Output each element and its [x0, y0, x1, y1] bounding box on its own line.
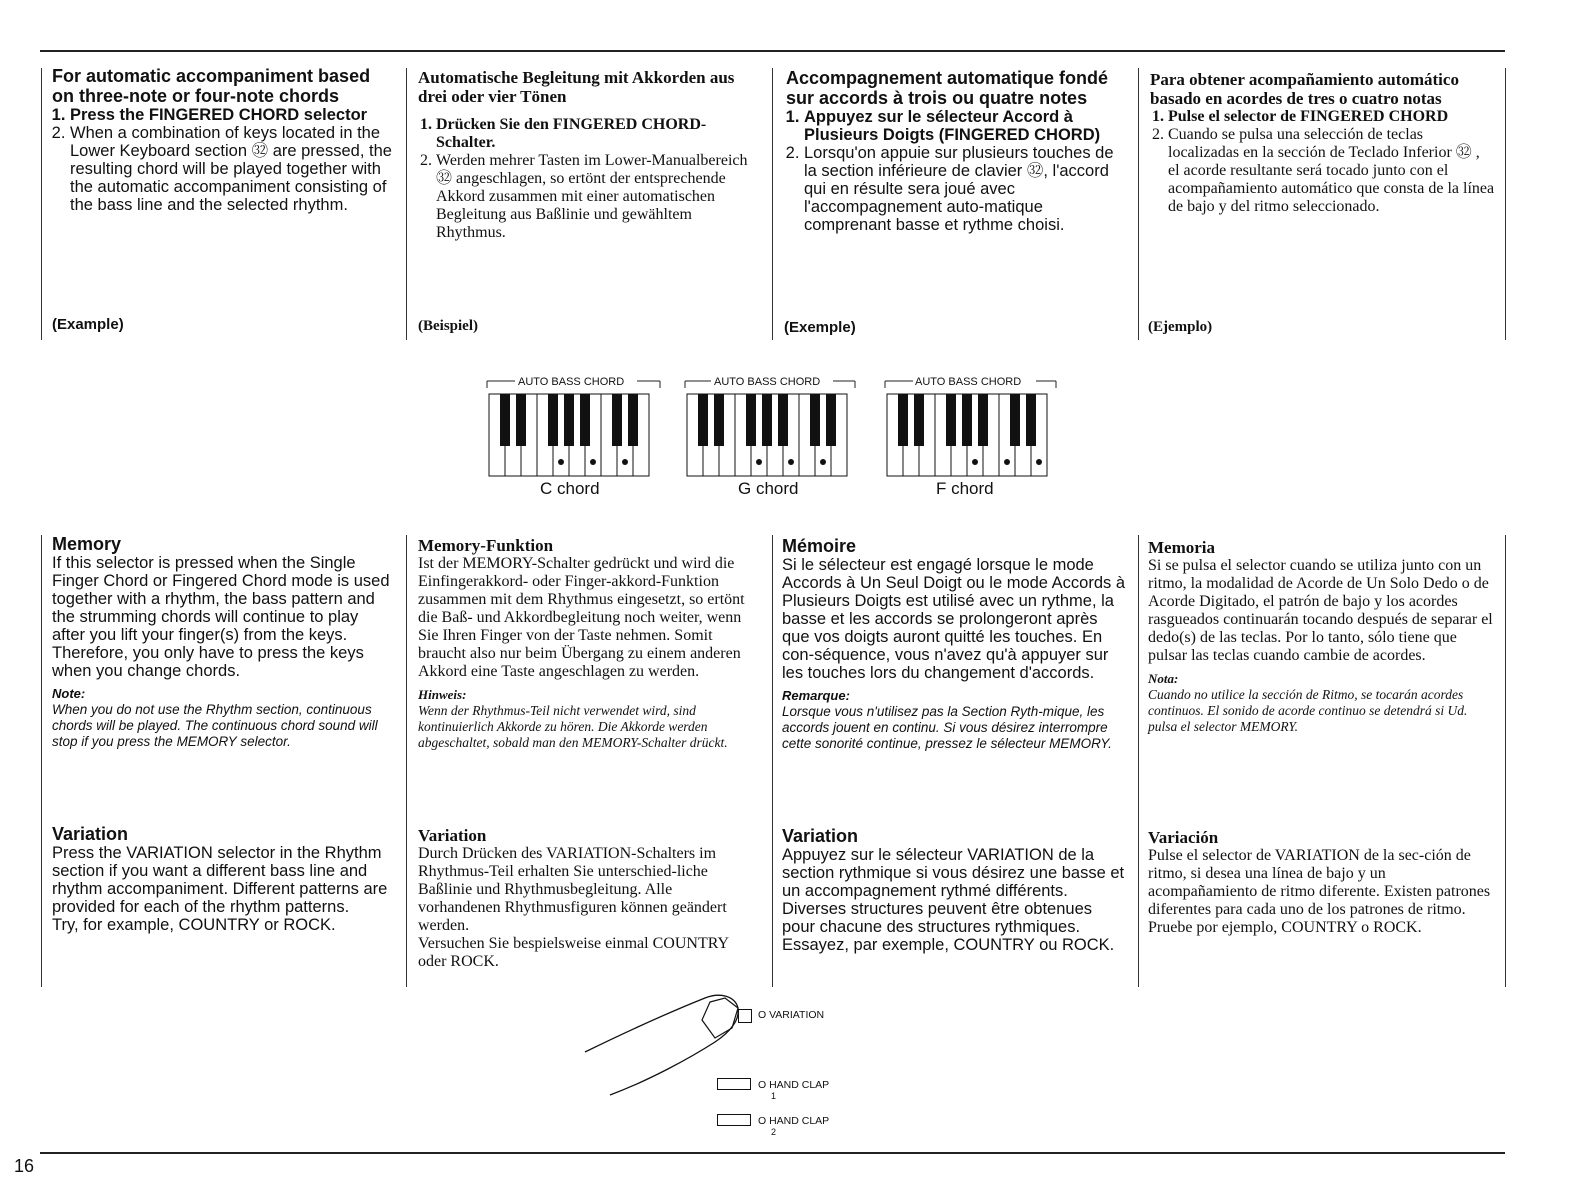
- spanish-memory-body: Si se pulsa el selector cuando se utiliza junto con un ritmo, la modalidad de Acorde de Un Solo Dedo o de Acorde Digitado, el patrón de bajo y los acordes rasgueados continuarán tocando después de separar el dedo(s) de las teclas. Por lo tanto, sólo tiene que pulsar las teclas cuando cambie de acordes.: [1148, 557, 1493, 664]
- hand-clap-2-number: 2: [771, 1127, 777, 1137]
- english-accompaniment-section: [52, 66, 392, 214]
- keyboard-3: [883, 370, 1068, 480]
- english-variation-section: [52, 824, 392, 934]
- spanish-example-label: (Ejemplo): [1148, 319, 1213, 335]
- hand-clap-1-label: O HAND CLAP: [758, 1079, 830, 1091]
- french-note-body: Lorsque vous n'utilisez pas la Section Ryth-mique, les accords jouent en continu. Si vous désirez interrompre cette sonorité continue, pressez le sélecteur MEMORY.: [782, 704, 1112, 751]
- keyboard-2-label: AUTO BASS CHORD: [714, 376, 821, 388]
- german-accompaniment-section: [418, 68, 758, 242]
- french-note-label: Remarque:: [782, 688, 850, 703]
- spanish-variation-body: Pulse el selector de VARIATION de la sec-ción de ritmo, si desea una línea de bajo y un acompañamiento de ritmo diferente. Existen patrones diferentes para cada uno de los patrones de ritmo.: [1148, 847, 1491, 918]
- top-rule: [40, 50, 1505, 52]
- spanish-step-2: 2. Cuando se pulsa una selección de teclas localizadas en la sección de Teclado Inferior ㉜ , el acorde resultante será tocado junto con el acompañamiento automático que consta de la línea de bajo y del ritmo seleccionado.: [1168, 126, 1495, 216]
- black-key: [628, 394, 638, 446]
- spanish-accompaniment-section: [1150, 70, 1495, 216]
- black-key: [500, 394, 510, 446]
- column-divider: [406, 68, 407, 340]
- german-steps: [418, 116, 758, 242]
- spanish-note-label: Nota:: [1148, 671, 1179, 686]
- german-step-2: 2. Werden mehrer Tasten im Lower-Manualbereich ㉜ angeschlagen, so ertönt der entsprechende Akkord zusammen mit einer automatischen Begleitung aus Baßlinie und gewähltem Rhythmus.: [436, 152, 758, 242]
- black-key: [714, 394, 724, 446]
- french-example-label: (Exemple): [784, 319, 856, 336]
- column-divider: [772, 535, 773, 987]
- english-step-2: 2. When a combination of keys located in the Lower Keyboard section ㉜ are pressed, the resulting chord will be played together with the automatic accompaniment consisting of the bass line and the selected rhythm.: [70, 124, 392, 214]
- keyboard-1: [485, 370, 670, 480]
- english-step-1: 1. Press the FINGERED CHORD selector: [70, 106, 392, 124]
- black-key: [564, 394, 574, 446]
- german-accompaniment-title: Automatische Begleitung mit Akkorden aus drei oder vier Tönen: [418, 68, 735, 106]
- german-memory-body: Ist der MEMORY-Schalter gedrückt und wird die Einfingerakkord- oder Finger-akkord-Funktion zusammen mit dem Rhythmus eingesetzt, so ertönt die Baß- und Akkordbegleitung noch weiter, wenn Sie Ihren Finger von der Taste nehmen. Somit braucht also nur beim Übergang zu einem anderen Akkord eine Taste angeschlagen zu werden.: [418, 555, 745, 680]
- column-divider: [1505, 535, 1506, 987]
- spanish-note-body: Cuando no utilice la sección de Ritmo, se tocarán acordes continuos. El sonido de acorde continuo se detendrá si Ud. pulsa el selector MEMORY.: [1148, 687, 1468, 734]
- german-note-body: Wenn der Rhythmus-Teil nicht verwendet wird, sind kontinuierlich Akkorde zu hören. Die Akkorde werden abgeschaltet, sobald man den MEMORY-Schalter drückt.: [418, 703, 728, 750]
- french-memory-body: Si le sélecteur est engagé lorsque le mode Accords à Un Seul Doigt ou le mode Accords à Plusieurs Doigts est utilisé avec un rythme, la basse et les accords se prolongeront après que vos doigts auront quitté les touches. En con-séquence, vous n'avez qu'à appuyer sur les touches lors du changement d'accords.: [782, 556, 1126, 682]
- variation-button[interactable]: [738, 1009, 752, 1023]
- english-memory-title: Memory: [52, 534, 122, 554]
- black-key: [946, 394, 956, 446]
- chord-note-dot: [820, 459, 826, 465]
- hand-clap-1-button[interactable]: [717, 1078, 751, 1090]
- german-note-label: Hinweis:: [418, 687, 467, 702]
- english-memory-body: If this selector is pressed when the Single Finger Chord or Fingered Chord mode is used together with a rhythm, the bass pattern and the strumming chords will continue to play after you lift your finger(s) from the keys. Therefore, you only have to press the keys when you change chords.: [52, 554, 390, 680]
- french-memory-section: [782, 536, 1127, 752]
- french-accompaniment-title: Accompagnement automatique fondé sur accords à trois ou quatre notes: [786, 68, 1109, 108]
- chord-note-dot: [788, 459, 794, 465]
- column-divider: [41, 535, 42, 987]
- english-note-label: Note:: [52, 686, 86, 701]
- black-key: [978, 394, 988, 446]
- french-accompaniment-section: [786, 68, 1126, 234]
- black-key: [810, 394, 820, 446]
- english-example-label: (Example): [52, 316, 124, 333]
- spanish-variation-title: Variación: [1148, 828, 1219, 847]
- black-key: [746, 394, 756, 446]
- chord-note-dot: [1036, 459, 1042, 465]
- column-divider: [41, 68, 42, 340]
- spanish-accompaniment-title: Para obtener acompañamiento automático basado en acordes de tres o cuatro notas: [1150, 70, 1459, 108]
- german-memory-section: [418, 536, 758, 751]
- german-step-1: 1. Drücken Sie den FINGERED CHORD-Schalter.: [436, 116, 758, 152]
- column-divider: [1138, 535, 1139, 987]
- spanish-variation-try: Pruebe por ejemplo, COUNTRY o ROCK.: [1148, 919, 1422, 936]
- french-variation-body: Appuyez sur le sélecteur VARIATION de la section rythmique si vous désirez une basse et un accompagnement rythmé différents. Diverses structures peuvent être obtenues pour chacune des structures rythmiques.: [782, 846, 1125, 936]
- black-key: [1010, 394, 1020, 446]
- english-variation-title: Variation: [52, 824, 129, 844]
- black-key: [516, 394, 526, 446]
- english-variation-body: Press the VARIATION selector in the Rhythm section if you want a different bass line and rhythm accompaniment. Different patterns are provided for each of the rhythm patterns.: [52, 844, 388, 916]
- chord-note-dot: [558, 459, 564, 465]
- column-divider: [772, 68, 773, 340]
- french-step-1: 1. Appuyez sur le sélecteur Accord à Plusieurs Doigts (FINGERED CHORD): [804, 108, 1126, 144]
- german-memory-title: Memory-Funktion: [418, 536, 554, 555]
- keyboard-2: [683, 370, 868, 480]
- french-variation-section: [782, 826, 1127, 954]
- black-key: [580, 394, 590, 446]
- black-key: [612, 394, 622, 446]
- black-key: [762, 394, 772, 446]
- english-note-body: When you do not use the Rhythm section, continuous chords will be played. The continuous chord sound will stop if you press the MEMORY selector.: [52, 702, 378, 749]
- spanish-memory-section: [1148, 538, 1493, 735]
- german-variation-title: Variation: [418, 826, 487, 845]
- hand-clap-2-label: O HAND CLAP: [758, 1115, 830, 1127]
- black-key: [826, 394, 836, 446]
- french-step-2: 2. Lorsqu'on appuie sur plusieurs touches de la section inférieure de clavier ㉜, l'accord qui en résulte sera joué avec l'accompagnement auto-matique comprenant basse et rythme choisi.: [804, 144, 1126, 234]
- keyboard-3-label: AUTO BASS CHORD: [915, 376, 1022, 388]
- french-variation-try: Essayez, par exemple, COUNTRY ou ROCK.: [782, 936, 1115, 954]
- spanish-variation-section: [1148, 828, 1493, 937]
- black-key: [778, 394, 788, 446]
- black-key: [548, 394, 558, 446]
- column-divider: [1505, 68, 1506, 340]
- german-example-label: (Beispiel): [418, 318, 478, 334]
- keyboard-2-chord: G chord: [738, 479, 799, 498]
- english-memory-section: [52, 534, 392, 750]
- bottom-rule: [40, 1152, 1505, 1154]
- black-key: [962, 394, 972, 446]
- hand-clap-1-number: 1: [771, 1091, 777, 1101]
- keyboard-1-label: AUTO BASS CHORD: [518, 376, 625, 388]
- french-variation-title: Variation: [782, 826, 859, 846]
- spanish-memory-title: Memoria: [1148, 538, 1216, 557]
- spanish-step-1: 1. Pulse el selector de FINGERED CHORD: [1168, 108, 1495, 126]
- english-steps: [52, 106, 392, 214]
- column-divider: [1138, 68, 1139, 340]
- chord-note-dot: [1004, 459, 1010, 465]
- hand-clap-2-button[interactable]: [717, 1114, 751, 1126]
- chord-note-dot: [756, 459, 762, 465]
- chord-note-dot: [622, 459, 628, 465]
- german-variation-section: [418, 826, 758, 971]
- column-divider: [406, 535, 407, 987]
- keyboard-3-chord: F chord: [936, 479, 994, 498]
- black-key: [1026, 394, 1036, 446]
- chord-note-dot: [972, 459, 978, 465]
- german-variation-try: Versuchen Sie bespielsweise einmal COUNTRY oder ROCK.: [418, 935, 729, 970]
- keyboard-1-chord: C chord: [540, 479, 600, 498]
- spanish-steps: [1150, 108, 1495, 216]
- black-key: [698, 394, 708, 446]
- german-variation-body: Durch Drücken des VARIATION-Schalters im Rhythmus-Teil erhalten Sie unterschied-liche Baßlinie und Rhythmusbegleitung. Alle vorhandenen Rhythmusfiguren können geändert werden.: [418, 845, 727, 934]
- french-steps: [786, 108, 1126, 234]
- black-key: [898, 394, 908, 446]
- page-number: 16: [14, 1156, 35, 1176]
- french-memory-title: Mémoire: [782, 536, 857, 556]
- english-variation-try: Try, for example, COUNTRY or ROCK.: [52, 916, 336, 934]
- variation-label: O VARIATION: [758, 1009, 825, 1021]
- black-key: [914, 394, 924, 446]
- chord-note-dot: [590, 459, 596, 465]
- english-accompaniment-title: For automatic accompaniment based on three-note or four-note chords: [52, 66, 371, 106]
